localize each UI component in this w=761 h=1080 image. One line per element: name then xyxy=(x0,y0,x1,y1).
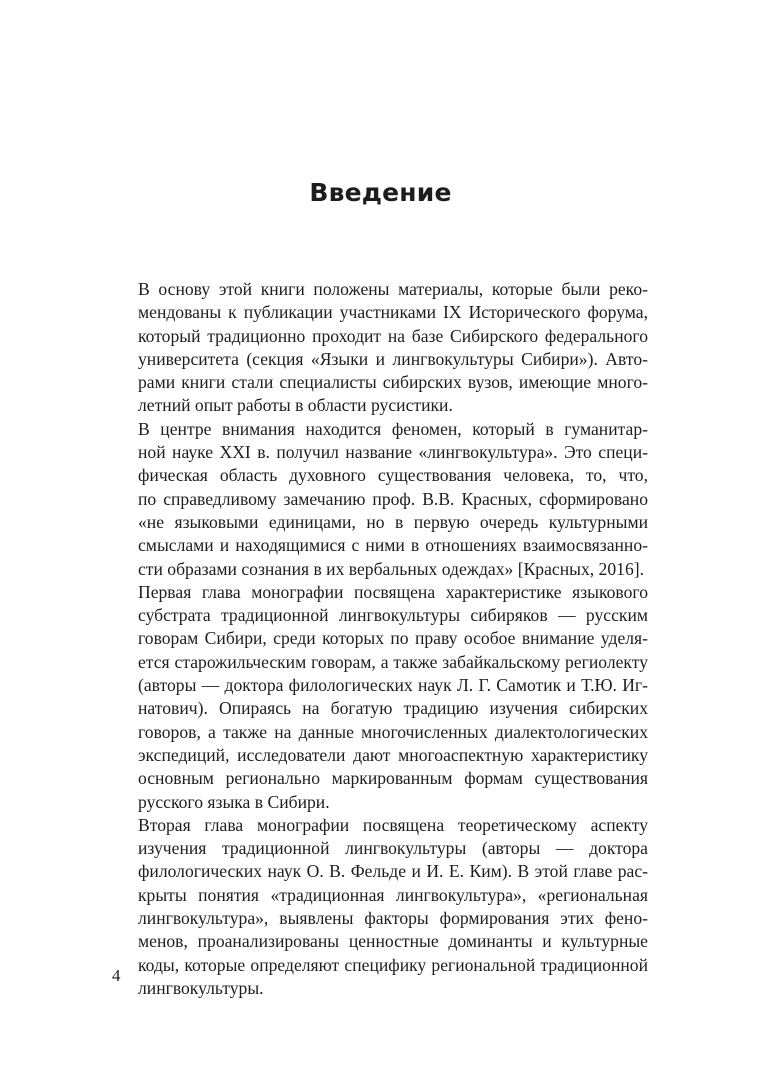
chapter-title: Введение xyxy=(309,178,452,207)
text-line: В центре внимания находится феномен, который в гуманитар- xyxy=(138,418,648,439)
text-line: говорам Сибири, среди которых по праву особое внимание уделя- xyxy=(138,628,648,649)
text-line: говоров, а также на данные многочисленных диалектологических xyxy=(138,721,648,742)
text-line: В основу этой книги положены материалы, которые были реко- xyxy=(138,279,648,299)
text-line: летний опыт работы в области русистики. xyxy=(138,395,453,416)
text-line: менов, проанализированы ценностные доминанты и культурные xyxy=(138,931,648,952)
text-line: коды, которые определяют специфику региональной традиционной xyxy=(138,954,648,975)
paragraph xyxy=(112,278,648,418)
text-line: крыты понятия «традиционная лингвокультура», «региональная xyxy=(138,884,648,905)
text-line: ной науке XXI в. получил название «лингвокультура». Это специ- xyxy=(138,442,648,463)
text-line: ется старожильческим говорам, а также забайкальскому региолекту xyxy=(138,651,648,672)
text-line: экспедиций, исследователи дают многоаспектную характеристику xyxy=(138,744,648,765)
text-line: основным регионально маркированным формам существования xyxy=(138,768,648,789)
paragraph xyxy=(112,581,648,814)
text-line: университета (секция «Языки и лингвокультуры Сибири»). Авто- xyxy=(138,348,648,369)
text-line: лингвокультуры. xyxy=(138,977,264,998)
text-line: по справедливому замечанию проф. В.В. Красных, сформировано xyxy=(138,488,648,509)
text-line: русского языка в Сибири. xyxy=(138,791,330,812)
text-line: фическая область духовного существования человека, то, что, xyxy=(138,465,648,486)
text-line: субстрата традиционной лингвокультуры сибиряков — русским xyxy=(138,605,648,626)
text-line: который традиционно проходит на базе Сибирского федерального xyxy=(138,325,648,346)
body-text xyxy=(112,278,648,1000)
page-number: 4 xyxy=(112,966,121,985)
text-line: мендованы к публикации участниками IX Исторического форума, xyxy=(138,302,648,323)
paragraph xyxy=(112,418,648,581)
text-line: «не языковыми единицами, но в первую очередь культурными xyxy=(138,511,648,532)
text-line: рами книги стали специалисты сибирских вузов, имеющие много- xyxy=(138,372,648,393)
text-line: Вторая глава монографии посвящена теоретическому аспекту xyxy=(138,814,648,835)
text-line: филологических наук О. В. Фельде и И. Е. Ким). В этой главе рас- xyxy=(138,861,648,882)
text-line: лингвокультура», выявлены факторы формирования этих фено- xyxy=(138,908,648,929)
text-line: натович). Опираясь на богатую традицию изучения сибирских xyxy=(138,698,648,719)
text-line: сти образами сознания в их вербальных одеждах» [Красных, 2016]. xyxy=(138,558,644,579)
paragraph xyxy=(112,814,648,1000)
text-line: (авторы — доктора филологических наук Л. Г. Самотик и Т.Ю. Иг- xyxy=(138,675,648,696)
text-line: Первая глава монографии посвящена характеристике языкового xyxy=(138,581,648,602)
text-line: изучения традиционной лингвокультуры (авторы — доктора xyxy=(138,838,648,859)
text-line: смыслами и находящимися с ними в отношениях взаимосвязанно- xyxy=(138,535,648,556)
